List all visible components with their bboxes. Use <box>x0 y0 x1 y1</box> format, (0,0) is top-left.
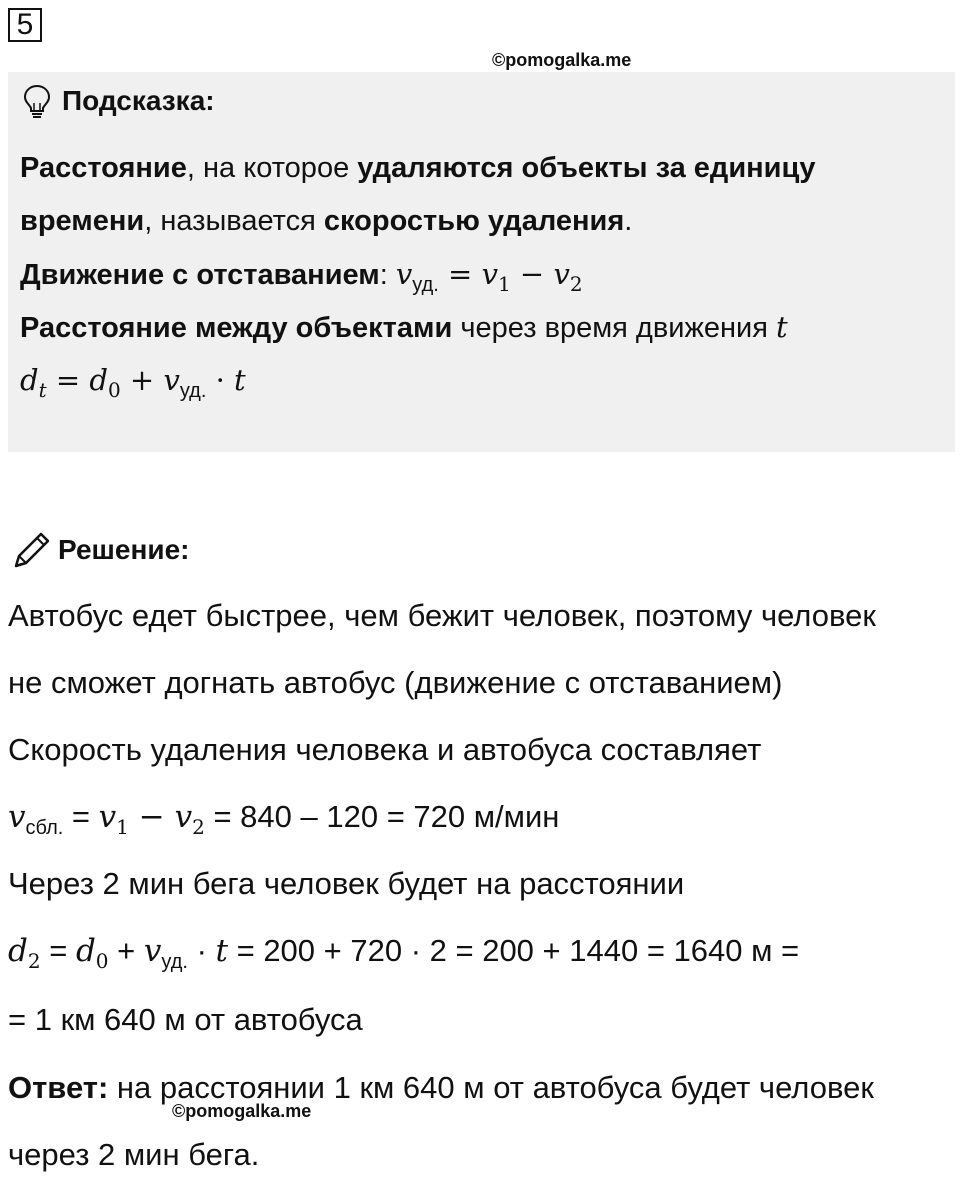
hint-text: через время движения <box>452 312 776 344</box>
math-sub: уд. <box>412 274 439 296</box>
math-op: + <box>108 933 144 968</box>
math-sub: 1 <box>497 272 511 296</box>
math-var: d <box>20 363 39 397</box>
math-op: = <box>46 363 90 397</box>
hint-text: , называется <box>144 205 324 237</box>
hint-line-5 <box>20 362 246 409</box>
math-var: v <box>174 799 193 835</box>
math-var: t <box>215 933 228 969</box>
hint-bold: Движение с отставанием <box>20 259 380 291</box>
hint-title-text: Подсказка: <box>62 85 215 116</box>
math-var: v <box>98 799 117 835</box>
math-op: + <box>120 363 164 397</box>
math-sub: 1 <box>116 815 129 839</box>
math-op: · <box>206 363 235 397</box>
watermark-top: ©pomogalka.me <box>492 50 632 70</box>
hint-line-4 <box>20 309 788 346</box>
math-op: − <box>510 257 554 291</box>
answer-line-1 <box>8 1068 874 1108</box>
lightbulb-icon <box>20 83 54 119</box>
hint-bold: удаляются объекты за единицу <box>357 152 816 184</box>
hint-title <box>20 83 215 119</box>
answer-line-2: через 2 мин бега. <box>8 1137 260 1172</box>
math-sub: уд. <box>179 380 207 402</box>
watermark-bottom: ©pomogalka.me <box>172 1101 312 1121</box>
solution-title-text: Решение: <box>58 534 190 565</box>
hint-bold: Расстояние <box>20 152 187 184</box>
hint-bold: времени <box>20 205 145 237</box>
math-rest: = 840 – 120 = 720 м/мин <box>204 799 560 834</box>
hint-bold: скоростью удаления <box>323 205 625 237</box>
math-var: v <box>143 933 162 969</box>
hint-text: . <box>624 205 633 237</box>
math-var: d <box>89 363 108 397</box>
math-rest: = 200 + 720 · 2 = 200 + 1440 = 1640 м = <box>227 933 800 968</box>
hint-bold: Расстояние между объектами <box>20 312 453 344</box>
hint-line-1 <box>20 150 815 186</box>
math-var: d <box>75 933 96 969</box>
solution-line-3: Скорость удаления человека и автобуса составляет <box>8 732 762 767</box>
math-op: = <box>438 257 482 291</box>
hint-text: , на которое <box>186 152 358 184</box>
hint-text: : <box>379 259 396 291</box>
math-sub: 0 <box>95 949 109 973</box>
hint-line-2 <box>20 203 632 239</box>
math-var: v <box>395 257 413 291</box>
math-sub: 0 <box>107 378 121 402</box>
math-sub: уд. <box>161 951 188 973</box>
math-var: v <box>553 257 570 291</box>
math-sub: 2 <box>192 815 205 839</box>
math-sub: 2 <box>569 272 583 296</box>
solution-line-6 <box>8 931 799 982</box>
math-sub: 2 <box>27 949 41 973</box>
math-var: v <box>8 799 26 835</box>
hint-line-3 <box>20 256 583 303</box>
answer-text: на расстоянии 1 км 640 м от автобуса будет человек <box>108 1070 874 1105</box>
solution-line-7: = 1 км 640 м от автобуса <box>8 1002 363 1037</box>
task-number: 5 <box>8 8 42 42</box>
math-var: v <box>163 363 180 397</box>
pencil-icon <box>10 530 52 570</box>
math-op: − <box>128 799 175 835</box>
solution-title <box>10 530 189 570</box>
math-var: t <box>234 363 246 397</box>
math-op: = <box>63 799 99 834</box>
solution-line-5: Через 2 мин бега человек будет на расстоянии <box>8 866 685 901</box>
solution-line-1: Автобус едет быстрее, чем бежит человек, поэтому человек <box>8 598 876 633</box>
math-sub: t <box>38 378 47 402</box>
solution-line-2: не сможет догнать автобус (движение с отставанием) <box>8 665 783 700</box>
solution-line-4 <box>8 797 559 848</box>
math-sub: сбл. <box>25 817 64 839</box>
math-op: · <box>187 933 216 968</box>
math-var: d <box>8 933 28 969</box>
answer-label: Ответ: <box>8 1070 109 1105</box>
math-var: v <box>481 257 498 291</box>
math-op: = <box>40 933 76 968</box>
math-var: t <box>775 310 788 344</box>
